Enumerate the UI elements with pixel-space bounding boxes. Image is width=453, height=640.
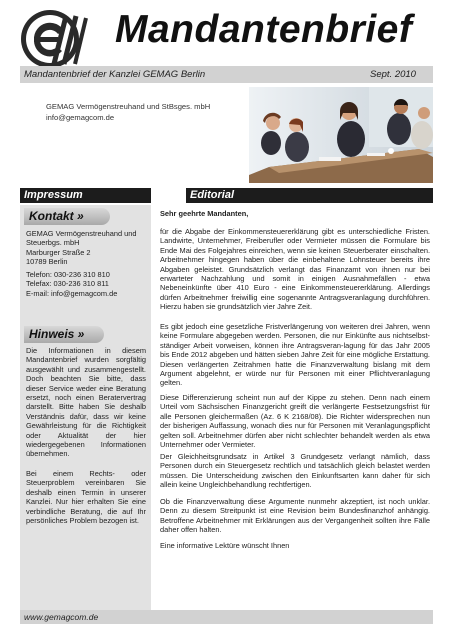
footer-url[interactable]: www.gemagcom.de (24, 612, 99, 622)
editorial-greeting: Sehr geehrte Mandanten, (160, 209, 249, 218)
editorial-paragraph: Es gibt jedoch eine gesetzliche Fristverlängerung von weiteren drei Jahren, wenn keine Formulare abgegeben werden. Personen, die nur Einkünfte aus nichtselbst-ständiger Arbeit vorweisen, können ihre Antragsveran-lagung für das Jahr 2005 bis Ende 2012 abgeben und hätten sieben Jahre Zeit für eine mögliche Erstattung. Diesen verlängerten Zeitrahmen hatte die Finanzverwaltung bislang mit dem Argument abgelehnt, er würde nur für Personen mit einer Pflichtveranlagung gelten. (160, 322, 430, 388)
sender-address (46, 101, 210, 123)
hinweis-consultation: Bei einem Rechts- oder Steuerproblem vereinbaren Sie deshalb einen Termin in unserer Kanzlei. Nur hier erhalten Sie eine verbindliche Beratung, die auf Ihr persönliches Problem bezogen ist. (26, 469, 146, 526)
kontakt-address: GEMAG Vermögenstreuhand und Steuerbgs. mbH Marburger Straße 2 10789 Berlin (26, 229, 137, 267)
editorial-paragraph: Ob die Finanzverwaltung diese Argumente nunmehr akzeptiert, ist noch unklar. Denn zu diesem Streitpunkt ist eine Revision beim Bundesfinanzhof anhängig. Betroffene Arbeitnehmer mit Erklärungen aus der Vergangenheit sollten ihre Fälle daher offen halten. (160, 497, 430, 535)
kontakt-phone-email: Telefon: 030-236 310 810 Telefax: 030-236 310 811 E-mail: info@gemagcom.de (26, 270, 118, 298)
masthead-title: Mandantenbrief (115, 8, 413, 51)
sender-name: GEMAG Vermögenstreuhand und StBsges. mbH (46, 102, 211, 111)
kontakt-title: Kontakt » (24, 208, 110, 225)
masthead-subtitle: Mandantenbrief der Kanzlei GEMAG Berlin (24, 69, 206, 80)
editorial-paragraph: Der Gleichheitsgrundsatz in Artikel 3 Grundgesetz verlangt nämlich, dass Personen durch ein Steuergesetz rechtlich und tatsächlich gleich belastet werden müssen. Die Unterscheidung zwischen den Einkunftsarten kann daher für sich allein keine Ungleichbehandlung rechtfertigen. (160, 452, 430, 490)
hinweis-title: Hinweis » (24, 326, 104, 343)
editorial-closing: Eine informative Lektüre wünscht Ihnen (160, 541, 290, 550)
gemag-logo-icon (20, 8, 90, 70)
issue-date: Sept. 2010 (370, 69, 416, 80)
editorial-paragraph: für die Abgabe der Einkommensteuererklärung gibt es unterschiedliche Fristen. Landwirte, Unternehmer, Freiberufler oder Vermieter müssen die Formulare bis Ende Mai des Folgejahres einreichen, wenn sie keinen Steuerberater einschalten. Arbeitnehmer hingegen haben über die einbehaltene Lohnsteuer bereits ihre Abgaben geleistet. Grundsätzlich verlangt das Finanzamt von ihnen nur bei erwarteter Nachzahlung und somit in einigen Ausnahmefällen - etwa Nebeneinkünfte über 410 Euro - eine Einkommensteuererklärung. Allerdings dürfen Arbeitnehmer freiwillig eine sogenannte Antragsveranlagung durchführen. Hierzu haben sie grundsätzlich vier Jahre Zeit. (160, 227, 430, 312)
editorial-header: Editorial (186, 188, 433, 203)
sender-email: info@gemagcom.de (46, 113, 115, 122)
hinweis-disclaimer: Die Informationen in diesem Mandantenbrief wurden sorgfältig ausgewählt und zusammengestellt. Doch beachten Sie bitte, dass dieser Service weder eine Beratung ersetzt, noch einen Beratervertrag darstellt. Bitte haben Sie deshalb Verständnis dafür, dass wir keine Gewährleistung für die Richtigkeit oder Aktualität der hier wiedergegebenen Informationen übernehmen. (26, 346, 146, 459)
editorial-paragraph: Diese Differenzierung scheint nun auf der Kippe zu stehen. Denn nach einem Urteil vom Sächsischen Finanzgericht greift die verlängerte Festsetzungsfrist für alle Personen gleichermaßen (Az. 6 K 2168/08). Die Richter widersprechen nun der bisherigen Auffassung, wonach dies nur für Personen mit Veranlagungspflicht gelten soll. Arbeitnehmer dürfen aber nicht schlechter behandelt werden als etwa Unternehmer oder Vermieter. (160, 393, 430, 450)
business-meeting-photo (249, 87, 433, 183)
impressum-header: Impressum (20, 188, 151, 203)
